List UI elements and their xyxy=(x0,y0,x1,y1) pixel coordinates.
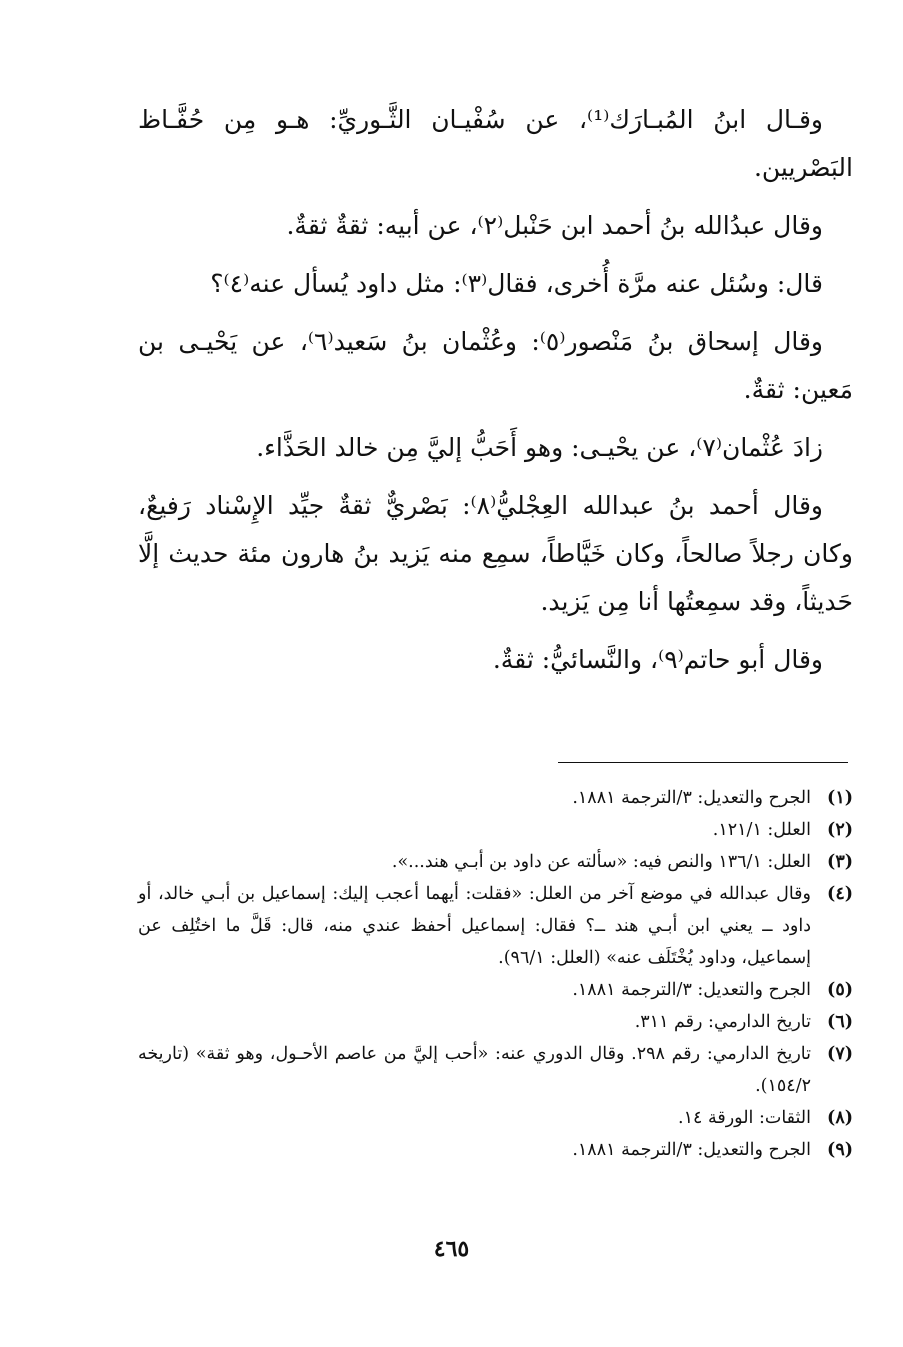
page-number: ٤٦٥ xyxy=(433,1236,470,1262)
footnote xyxy=(138,878,853,974)
paragraph: زادَ عُثْمان⁽٧⁾، عن يحْيـى: وهو أَحَبُّ إليَّ مِن خالد الحَذَّاء. xyxy=(256,433,823,462)
footnote-number: (٥) xyxy=(827,980,853,1000)
footnote-text: العلل: ١٢١/١. xyxy=(712,820,811,840)
footnote xyxy=(138,974,853,1006)
footnote-number: (٤) xyxy=(827,884,853,904)
footnote-number: (٩) xyxy=(827,1140,853,1160)
footnote-number: (٢) xyxy=(827,820,853,840)
footnote-text: الجرح والتعديل: ٣/الترجمة ١٨٨١. xyxy=(572,980,811,1000)
paragraph: وقـال ابنُ المُبـارَك⁽¹⁾، عن سُفْيـان الثَّـوريِّ: هـو مِن حُفَّـاظ البَصْريين. xyxy=(138,105,853,182)
paragraph: قال: وسُئل عنه مرَّة أُخرى، فقال⁽٣⁾: مثل داود يُسأل عنه⁽٤⁾؟ xyxy=(210,269,823,298)
paragraph: وقال أبو حاتم⁽٩⁾، والنَّسائيُّ: ثقةٌ. xyxy=(492,645,823,674)
footnote xyxy=(138,1006,853,1038)
paragraph: وقال أحمد بنُ عبدالله العِجْليُّ⁽٨⁾: بَصْريٌّ ثقةٌ جيِّد الإِسْناد رَفيعٌ، وكان رجلاً صالحاً، وكان خَيَّاطاً، سمِع منه يَزيد بنُ هارون مئة حديث إلَّا حَديثاً، وقد سمِعتُها أنا مِن يَزيد. xyxy=(138,491,853,616)
footnote-number: (١) xyxy=(827,788,853,808)
footnote-text: تاريخ الدارمي: رقم ٢٩٨. وقال الدوري عنه: «أحب إليَّ من عاصم الأحـول، وهو ثقة» (تاريخه ١٥٤/٢). xyxy=(138,1044,811,1096)
main-text xyxy=(138,96,853,694)
footnote xyxy=(138,782,853,814)
footnote-text: الجرح والتعديل: ٣/الترجمة ١٨٨١. xyxy=(572,1140,811,1160)
footnote-text: الجرح والتعديل: ٣/الترجمة ١٨٨١. xyxy=(572,788,811,808)
footnote-divider xyxy=(558,762,848,763)
footnote-text: الثقات: الورقة ١٤. xyxy=(678,1108,811,1128)
footnote-text: وقال عبدالله في موضع آخر من العلل: «فقلت: أيهما أعجب إليك: إسماعيل بن أبـي خالد، أو داود ــ يعني ابن أبـي هند ــ؟ فقال: إسماعيل أحفظ عندي منه، قال: قَلَّ ما اختُلِف عن إسماعيل، وداود يُخْتَلَف عنه» (العلل: ٩٦/١). xyxy=(138,884,811,968)
footnote-number: (٨) xyxy=(827,1108,853,1128)
footnote xyxy=(138,846,853,878)
footnote-number: (٣) xyxy=(827,852,853,872)
footnote xyxy=(138,1102,853,1134)
paragraph: وقال عبدُالله بنُ أحمد ابن حَنْبل⁽٢⁾، عن أبيه: ثقةٌ ثقةٌ. xyxy=(286,211,823,240)
paragraph: وقال إسحاق بنُ مَنْصور⁽٥⁾: وعُثْمان بنُ سَعيد⁽٦⁾، عن يَحْيـى بن مَعين: ثقةٌ. xyxy=(138,327,853,404)
footnote-text: العلل: ١٣٦/١ والنص فيه: «سألته عن داود بن أبـي هند...». xyxy=(391,852,811,872)
footnotes xyxy=(138,782,853,1166)
footnote-text: تاريخ الدارمي: رقم ٣١١. xyxy=(634,1012,811,1032)
footnote-number: (٧) xyxy=(827,1044,853,1064)
footnote xyxy=(138,1134,853,1166)
footnote xyxy=(138,1038,853,1102)
footnote xyxy=(138,814,853,846)
footnote-number: (٦) xyxy=(827,1012,853,1032)
